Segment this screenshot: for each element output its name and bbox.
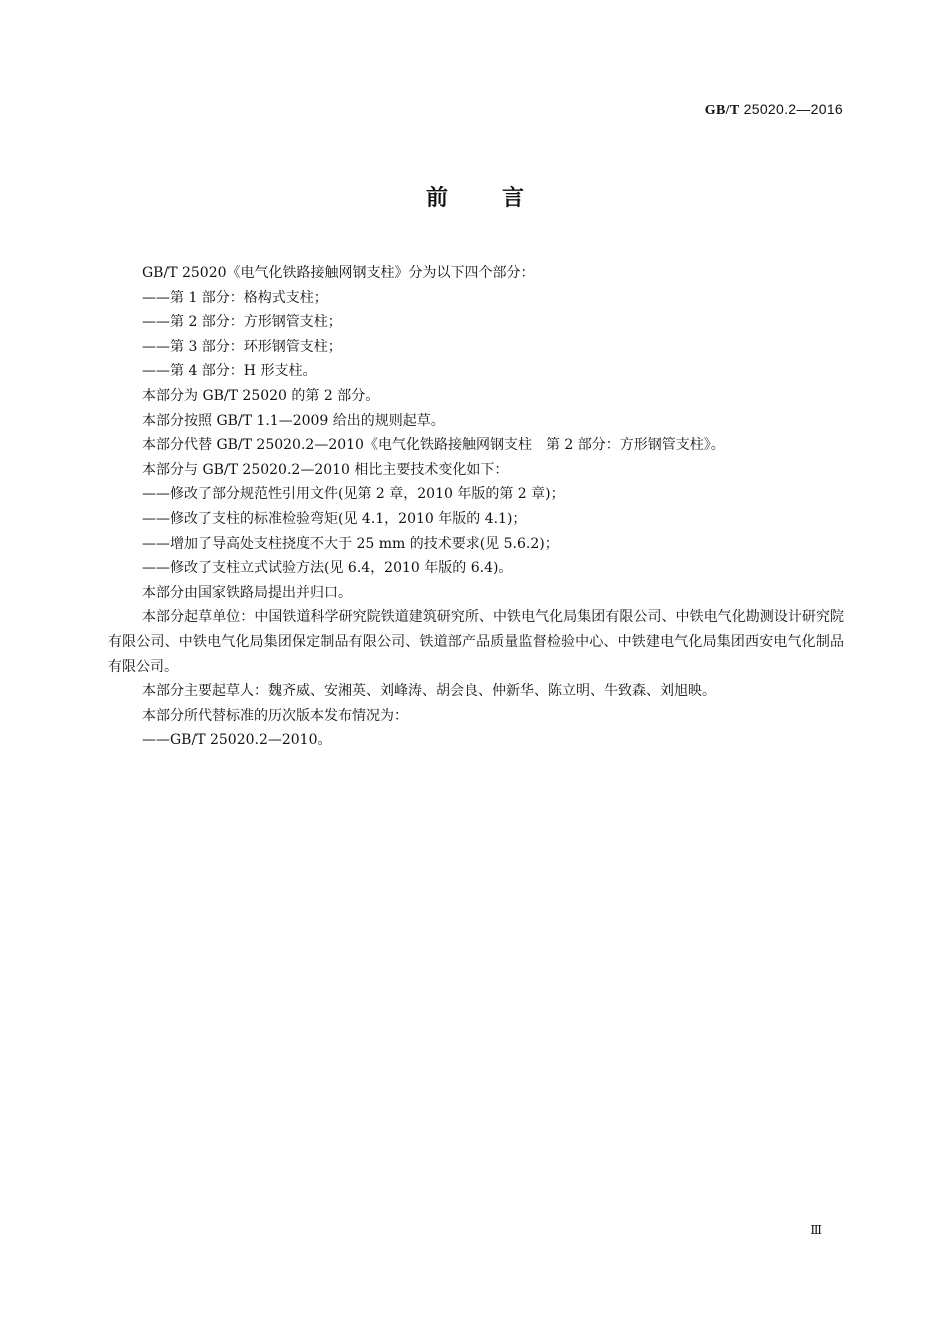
history-intro-paragraph: 本部分所代替标准的历次版本发布情况为： xyxy=(142,707,408,724)
part-list-item: ——第 4 部分：H 形支柱。 xyxy=(142,363,317,380)
standard-code xyxy=(705,101,843,119)
preface-body xyxy=(108,261,844,753)
drafting-units-paragraph: 本部分起草单位：中国铁道科学研究院铁道建筑研究所、中铁电气化局集团有限公司、中铁电气化勘测设计研究院有限公司、中铁电气化局集团保定制品有限公司、铁道部产品质量监督检验中心、中铁建电气化局集团西安电气化制品有限公司。 xyxy=(108,609,844,675)
drafting-rules-paragraph: 本部分按照 GB/T 1.1—2009 给出的规则起草。 xyxy=(142,412,445,429)
history-list-item: ——GB/T 25020.2—2010。 xyxy=(142,732,332,749)
part-list-item: ——第 1 部分：格构式支柱； xyxy=(142,289,328,306)
replaces-paragraph: 本部分代替 GB/T 25020.2—2010《电气化铁路接触网钢支柱 第 2 部分：方形钢管支柱》。 xyxy=(142,437,725,454)
change-list-item: ——修改了部分规范性引用文件(见第 2 章，2010 年版的第 2 章)； xyxy=(142,486,565,503)
proposer-paragraph: 本部分由国家铁路局提出并归口。 xyxy=(142,584,352,601)
intro-paragraph: GB/T 25020《电气化铁路接触网钢支柱》分为以下四个部分： xyxy=(142,265,535,281)
page-title: 前言 xyxy=(425,186,578,211)
change-list-item: ——修改了支柱立式试验方法(见 6.4，2010 年版的 6.4)。 xyxy=(142,560,513,577)
standard-code-prefix: GB/T xyxy=(704,103,740,118)
standard-code-number: 25020.2—2016 xyxy=(739,101,843,117)
change-list-item: ——修改了支柱的标准检验弯矩(见 4.1，2010 年版的 4.1)； xyxy=(142,510,527,527)
page-number: Ⅲ xyxy=(810,1223,822,1237)
scope-paragraph: 本部分为 GB/T 25020 的第 2 部分。 xyxy=(142,387,380,404)
part-list-item: ——第 3 部分：环形钢管支柱； xyxy=(142,338,342,355)
changes-intro-paragraph: 本部分与 GB/T 25020.2—2010 相比主要技术变化如下： xyxy=(142,461,509,478)
change-list-item: ——增加了导高处支柱挠度不大于 25 mm 的技术要求(见 5.6.2)； xyxy=(142,535,559,552)
part-list-item: ——第 2 部分：方形钢管支柱； xyxy=(142,314,342,331)
drafters-paragraph: 本部分主要起草人：魏齐威、安湘英、刘峰涛、胡会良、仲新华、陈立明、牛致森、刘旭映。 xyxy=(142,683,716,700)
